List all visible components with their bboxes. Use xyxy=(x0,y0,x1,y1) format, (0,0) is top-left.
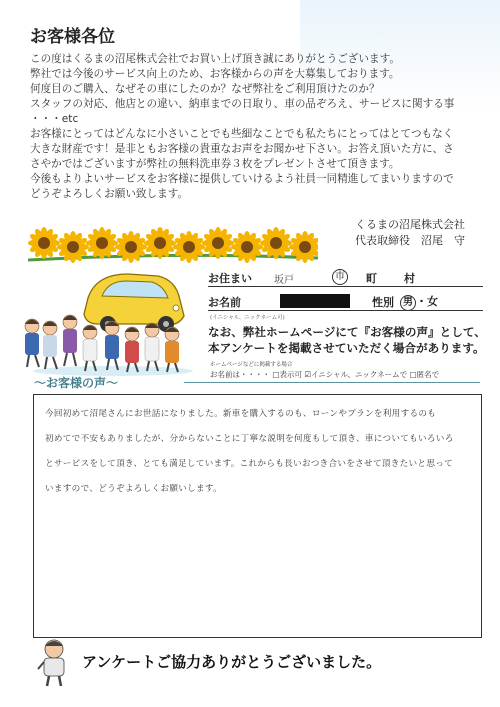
name-hint: (イニシャル、ニックネーム可) xyxy=(210,315,285,321)
sunflower-icon xyxy=(260,227,292,259)
sunflower-garland-illustration xyxy=(28,222,318,272)
intro-line: お客様にとってはどんなに小さいことでも些細なことでも私たちにとってはとてつもなく xyxy=(30,128,454,140)
gender-options[interactable] xyxy=(400,293,438,311)
city-mark: 市 xyxy=(332,269,348,285)
voice-line: いますので、どうぞよろしくお願いします。 xyxy=(45,484,223,494)
voice-divider xyxy=(184,382,480,383)
sunflower-icon xyxy=(115,231,147,263)
company-representative: 代表取締役 沼尾 守 xyxy=(355,234,465,247)
village-option[interactable]: 村 xyxy=(404,272,415,285)
intro-line: 弊社では今後のサービス向上のため、お客様からの声を大募集しております。 xyxy=(30,68,400,80)
voice-line: 今回初めて沼尾さんにお世話になりました。新車を購入するのも、ローンやプランを利用するのも xyxy=(45,409,437,419)
intro-line: 何度目のご購入、なぜその車にしたのか？なぜ弊社をご利用頂けたのか？ xyxy=(30,83,380,95)
name-redaction xyxy=(280,294,350,308)
city-option[interactable] xyxy=(332,269,348,285)
voice-line: とサービスをして頂き、とても満足しています。これからも長いおつき合いをさせて頂きたいと思って xyxy=(45,459,453,469)
intro-line: さやかではございますが弊社の無料洗車券３枚をプレゼントさせて頂きます。 xyxy=(30,158,400,170)
gender-female: ・女 xyxy=(416,295,438,308)
intro-text xyxy=(30,52,480,202)
intro-line: この度はくるまの沼尾株式会社でお買い上げ頂き誠にありがとうございます。 xyxy=(30,53,400,65)
voice-line: 初めてで不安もありましたが、分からないことに丁寧な説明を何度もして頂き、車についてもいろいろ xyxy=(45,434,454,444)
company-name: くるまの沼尾株式会社 xyxy=(355,218,465,231)
sunflower-icon xyxy=(86,227,118,259)
page-title: お客様各位 xyxy=(30,27,115,47)
option-initial[interactable]: ☑イニシャル、ニックネームで xyxy=(304,370,408,379)
website-notice-small: ホームページなどに掲載する場合 xyxy=(210,362,293,368)
option-show[interactable]: □表示可 xyxy=(272,370,302,379)
voice-section-title: ～お客様の声～ xyxy=(34,376,119,390)
name-row xyxy=(208,292,483,311)
town-option[interactable]: 町 xyxy=(366,272,377,285)
name-label: お名前 xyxy=(208,296,241,309)
car-icon xyxy=(84,274,184,332)
thanks-message: アンケートご協力ありがとうございました。 xyxy=(82,653,382,671)
intro-line: スタッフの対応、他店との違い、納車までの日取り、車の品ぞろえ、サービスに関する事 xyxy=(30,98,455,110)
intro-line: ・・・etc xyxy=(30,113,79,125)
option-anonymous[interactable]: □匿名で xyxy=(409,370,440,379)
publish-options xyxy=(210,369,439,380)
mascot-icon xyxy=(36,637,72,687)
address-label: お住まい xyxy=(208,272,252,285)
intro-line: 大きな財産です！是非ともお客様の貴重なお声をお聞かせ下さい。お答え頂いた方に、さ xyxy=(30,143,454,155)
intro-line: どうぞよろしくお願い致します。 xyxy=(30,188,189,200)
sunflower-icon xyxy=(28,227,60,259)
website-notice: なお、弊社ホームページにて『お客様の声』として、本アンケートを掲載させていただく場合があります。 xyxy=(208,325,486,355)
car-and-staff-illustration xyxy=(18,268,198,378)
gender-label: 性別 xyxy=(372,296,394,309)
intro-line: 今後もよりよいサービスをお客様に提供していけるよう社員一同精進してまいりますので xyxy=(30,173,454,185)
options-prefix: お名前は・・・・ xyxy=(210,370,270,379)
address-value[interactable]: 坂戸 xyxy=(274,275,294,286)
customer-voice-box[interactable] xyxy=(33,394,482,638)
address-row xyxy=(208,268,483,287)
sunflower-icon xyxy=(173,231,205,263)
gender-male: 男 xyxy=(400,295,416,311)
company-signature xyxy=(355,217,465,249)
sunflower-icon xyxy=(231,231,263,263)
